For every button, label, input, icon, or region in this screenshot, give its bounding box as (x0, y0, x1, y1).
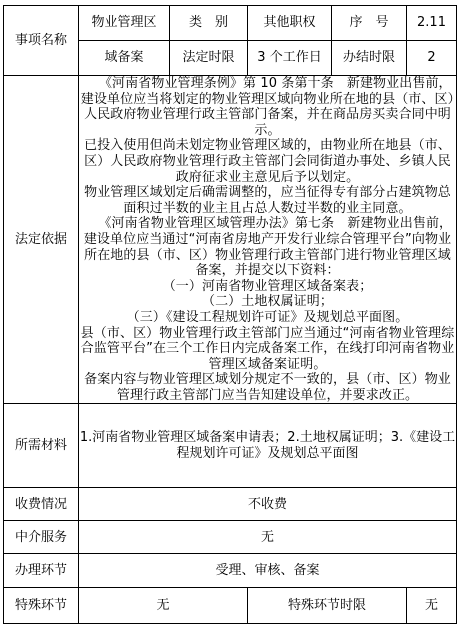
legal-basis-paragraph: （一）河南省物业管理区域备案表； (162, 278, 373, 294)
item-table (3, 5, 457, 624)
special-time-label: 特殊环节时限 (248, 588, 407, 624)
seq-label: 序 号 (332, 6, 407, 41)
legal-basis-paragraph: 《河南省物业管理条例》第 10 条第十条 新建物业出售前，建设单位应当将划定的物业管理区域向物业所在地的县（市、区）人民政府物业管理行政主管部门备案，并在商品房买卖合同中明示。 (80, 76, 455, 138)
materials-label: 所需材料 (4, 404, 79, 488)
legal-basis-label: 法定依据 (4, 76, 79, 404)
done-limit-label: 办结时限 (332, 41, 407, 76)
legal-basis-paragraph: 物业管理区域划定后确需调整的，应当征得专有部分占建筑物总面积过半数的业主且占总人数过半数的业主同意。 (84, 185, 451, 216)
fee-value: 不收费 (79, 488, 457, 521)
special-label: 特殊环节 (4, 588, 79, 624)
legal-basis-paragraph: 已投入使用但尚未划定物业管理区域的，由物业所在地县（市、区）人民政府物业管理行政主管部门会同街道办事处、乡镇人民政府征求业主意见后予以划定。 (84, 138, 451, 185)
seq-value: 2.11 (407, 6, 457, 41)
category-label: 类 别 (170, 6, 248, 41)
item-name-label: 事项名称 (4, 6, 79, 76)
time-limit-label: 法定时限 (170, 41, 248, 76)
legal-basis-paragraph: 《河南省物业管理区域管理办法》第七条 新建物业出售前，建设单位应当通过“河南省房地产开发行业综合管理平台”向物业所在地的县（市、区）物业管理行政主管部门进行物业管理区域备案，并提交以下资料： (83, 216, 453, 279)
legal-basis-paragraph: 备案内容与物业管理区域划分规定不一致的，县（市、区）物业管理行政主管部门应当告知建设单位，并要求改正。 (84, 372, 451, 403)
materials-value: 1.河南省物业管理区域备案申请表；2.土地权属证明；3.《建设工程规划许可证》及规划总平面图 (79, 404, 457, 488)
process-label: 办理环节 (4, 554, 79, 588)
item-name-value-line2: 域备案 (79, 41, 170, 76)
legal-basis-content (79, 76, 457, 404)
item-name-value-line1: 物业管理区 (79, 6, 170, 41)
special-value: 无 (79, 588, 248, 624)
done-limit-value: 2 (407, 41, 457, 76)
fee-label: 收费情况 (4, 488, 79, 521)
time-limit-value: 3 个工作日 (248, 41, 332, 76)
agency-value: 无 (79, 521, 457, 554)
legal-basis-paragraph: （三）《建设工程规划许可证》及规划总平面图。 (126, 309, 409, 325)
legal-basis-paragraph: 县（市、区）物业管理行政主管部门应当通过“河南省物业管理综合监管平台”在三个工作日内完成备案工作，在线打印河南省物业管理区域备案证明。 (80, 325, 455, 372)
process-value: 受理、审核、备案 (79, 554, 457, 588)
special-time-value: 无 (407, 588, 457, 624)
legal-basis-paragraph: （二）土地权属证明； (201, 294, 333, 310)
category-value: 其他职权 (248, 6, 332, 41)
agency-label: 中介服务 (4, 521, 79, 554)
